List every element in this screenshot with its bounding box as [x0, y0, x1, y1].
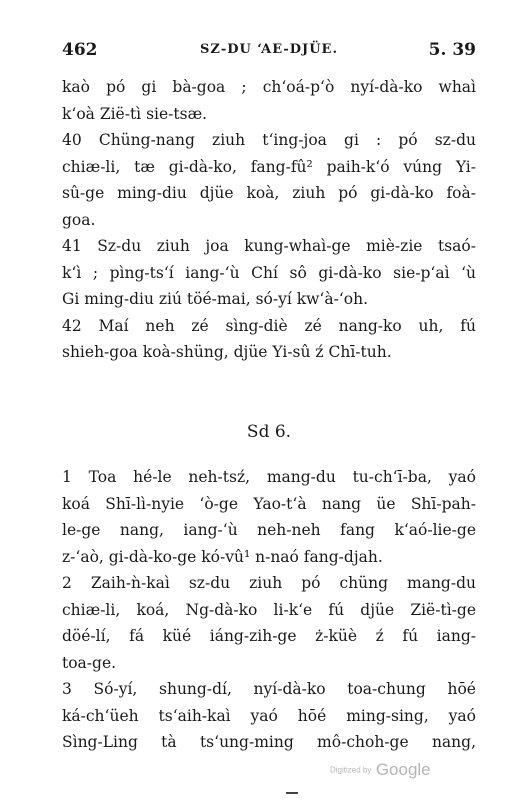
text-line: sû-ge ming-diu djüe koà, ziuh pó gi-dà-ko foà- — [62, 184, 476, 202]
text-line: 1 Toa hé-le neh-tsź, mang-du tu-ch‘ī-ba, yaó — [62, 468, 476, 486]
footer-dash — [286, 792, 298, 794]
text-line: 40 Chüng-nang ziuh t‘ing-joa gi : pó sz-du — [62, 131, 476, 149]
text-line: chiæ-li, tæ gi-dà-ko, fang-fû² paih-k‘ó vúng Yi- — [62, 157, 476, 176]
page-number: 462 — [62, 40, 98, 60]
text-line: 3 Só-yí, shung-dí, nyí-dà-ko toa-chung hōé — [62, 680, 476, 698]
text-block-bottom — [62, 464, 476, 756]
text-line: Sìng-Ling tà ts‘ung-ming mô-choh-ge nang, — [62, 733, 476, 751]
text-block-top — [62, 74, 476, 366]
text-line: le-ge nang, iang-‘ù neh-neh fang k‘aó-lie-ge — [62, 521, 476, 539]
chapter-reference: 5. 39 — [428, 40, 476, 60]
text-line: döé-lí, fá küé iáng-zih-ge ż-küè ź fú iang- — [62, 627, 476, 645]
text-line: toa-ge. — [62, 653, 117, 672]
text-line: 2 Zaih-ǹ-kaì sz-du ziuh pó chüng mang-du — [62, 574, 476, 592]
watermark-brand: Google — [375, 760, 431, 779]
watermark-prefix: Digitized by — [330, 765, 372, 775]
text-line: goa. — [62, 210, 96, 229]
text-line: ká-ch‘üeh ts‘aih-kaì yaó hōé ming-sing, yaó — [62, 706, 476, 725]
text-line: shieh-goa koà-shüng, djüe Yi-sû ź Chī-tuh. — [62, 343, 392, 361]
text-line: k‘oà Zië-tì sie-tsæ. — [62, 104, 208, 123]
text-line: Gi ming-diu ziú töé-mai, só-yí kw‘à-‘oh. — [62, 290, 369, 308]
digitized-watermark — [330, 760, 431, 780]
text-line: chiæ-li, koá, Ng-dà-ko li-k‘e fú djüe Zië-tì-ge — [62, 600, 476, 619]
text-line: k‘ì ; pìng-ts‘í iang-‘ù Chí sô gi-dà-ko sie-p‘aì ‘ù — [62, 263, 476, 282]
running-title: SZ-DU ‘AE-DJÜE. — [200, 42, 338, 57]
text-line: kaò pó gi bà-goa ; ch‘oá-p‘ò nyí-dà-ko whaì — [62, 78, 476, 96]
text-line: z-‘aò, gi-dà-ko-ge kó-vû¹ n-naó fang-djah. — [62, 547, 383, 566]
page-header — [62, 40, 476, 64]
section-heading: Sd 6. — [246, 422, 292, 442]
text-line: 42 Maí neh zé sìng-diè zé nang-ko uh, fú — [62, 316, 476, 335]
text-line: koá Shī-lì-nyie ‘ò-ge Yao-t‘à nang üe Shī-pah- — [62, 494, 476, 513]
text-line: 41 Sz-du ziuh joa kung-whaì-ge miè-zie tsaó- — [62, 237, 476, 255]
